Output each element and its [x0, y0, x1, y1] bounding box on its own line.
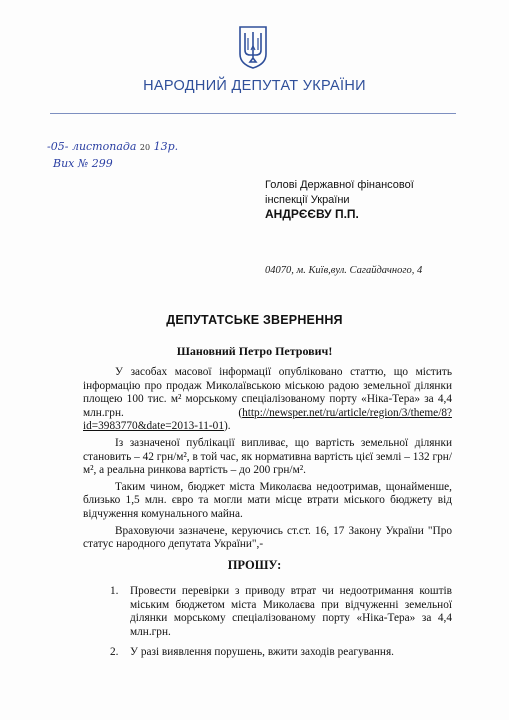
date-day: -05-: [47, 140, 69, 153]
request-number: 2.: [110, 646, 119, 659]
handwritten-date: [47, 140, 178, 153]
reference-number: № 299: [77, 157, 113, 170]
date-year: 13р.: [153, 140, 179, 153]
request-list: [110, 585, 452, 660]
addressee-address: 04070, м. Київ,вул. Сагайдачного, 4: [265, 265, 423, 276]
trident-coat-of-arms-icon: [237, 24, 269, 70]
reference-prefix: Вих: [53, 157, 75, 170]
document-body: [83, 366, 452, 552]
date-month: листопада: [71, 140, 137, 153]
request-item-1: [110, 585, 452, 639]
addressee-name: АНДРЄЄВУ П.П.: [265, 207, 359, 221]
handwritten-reference: [53, 157, 113, 170]
document-title: ДЕПУТАТСЬКЕ ЗВЕРНЕННЯ: [166, 313, 343, 327]
letterhead-divider: [50, 113, 456, 114]
paragraph-3: Таким чином, бюджет міста Миколаєва недоотримав, щонайменше, близько 1,5 млн. євро та могли мати місце втрати міського бюджету від відчуження комунального майна.: [83, 480, 452, 520]
article-link[interactable]: http://newsper.net/ru/article/region/3/theme/8?id=3983770&date=2013-11-01: [83, 406, 452, 433]
request-heading: ПРОШУ:: [227, 558, 282, 572]
letterhead-title: НАРОДНИЙ ДЕПУТАТ УКРАЇНИ: [143, 78, 366, 94]
addressee-organization-line: інспекції України: [265, 193, 350, 206]
paragraph-1: У засобах масової інформації опубліковано статтю, що містить інформацію про продаж Миколаївською міською радою земельної ділянки площею 100 тис. м² морському спеціалізованому порту «Ніка-Тера» за 4,4 млн.грн. (http://newsper.net/ru/article/region/3/theme/8?id=3983770&date=2013-11-01).: [83, 366, 452, 433]
salutation: Шановний Петро Петрович!: [176, 344, 333, 358]
request-text: У разі виявлення порушень, вжити заходів реагування.: [130, 646, 394, 659]
addressee-block: [265, 178, 414, 222]
date-printed-century: 20: [139, 143, 151, 152]
request-text: Провести перевірки з приводу втрат чи недоотримання коштів міським бюджетом міста Миколаєва при відчуженні земельної ділянки морському спеціалізованому порту «Ніка-Тера» за 4,4 млн.грн.: [130, 585, 452, 638]
paragraph-4: Враховуючи зазначене, керуючись ст.ст. 16, 17 Закону України "Про статус народного депутата України",-: [83, 524, 452, 551]
request-item-2: [110, 646, 452, 660]
paragraph-2: Із зазначеної публікації випливає, що вартість земельної ділянки становить – 42 грн/м², в той час, як нормативна вартість цієї землі – 132 грн/м², а реальна ринкова вартість – до 200 грн/м².: [83, 436, 452, 477]
addressee-position-line: Голові Державної фінансової: [265, 179, 414, 191]
request-number: 1.: [110, 585, 119, 597]
